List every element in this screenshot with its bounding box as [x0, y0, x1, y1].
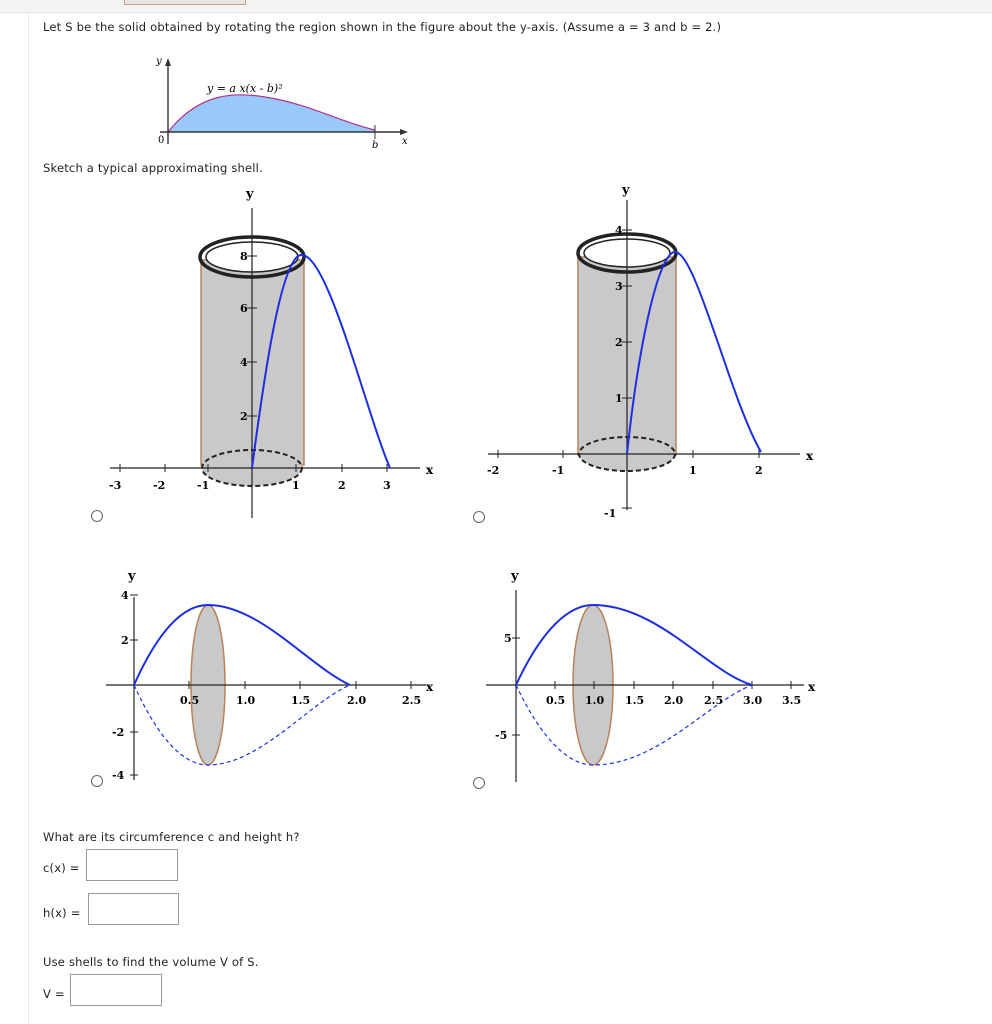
option-b-ytick-3: 2 — [615, 336, 623, 349]
v-answer-input[interactable] — [70, 974, 162, 1006]
option-d-xtick-5: 2.5 — [704, 694, 724, 707]
volume-prompt: Use shells to find the volume V of S. — [43, 955, 259, 969]
option-a-xtick-5: 2 — [338, 479, 346, 492]
option-d-x-label: x — [808, 680, 816, 694]
region-x-label: x — [402, 136, 408, 147]
region-origin-label: 0 — [158, 135, 165, 146]
option-c-ytick-4: -4 — [112, 769, 125, 782]
option-c-ytick-3: -2 — [112, 726, 125, 739]
option-c-xtick-3: 1.5 — [291, 694, 311, 707]
option-c-xtick-2: 1.0 — [236, 694, 256, 707]
option-c-radio[interactable] — [91, 775, 103, 787]
option-a-xtick-2: -2 — [153, 479, 166, 492]
option-c-curve — [134, 605, 350, 685]
option-b-xtick-2: -1 — [552, 464, 565, 477]
region-y-label: y — [156, 56, 162, 67]
option-b-ytick-2: 1 — [615, 392, 623, 405]
circ-height-prompt: What are its circumference c and height h? — [43, 830, 300, 844]
option-d-y-label: y — [511, 569, 519, 584]
option-d-radio[interactable] — [473, 777, 485, 789]
sketch-prompt: Sketch a typical approximating shell. — [43, 161, 263, 175]
option-c-ytick-2: 2 — [121, 634, 129, 647]
y-arrow-icon — [165, 58, 171, 66]
option-c-graph — [100, 562, 450, 792]
intro-text: Let S be the solid obtained by rotating the region shown in the figure about the y-axis. (Assume a = 3 and b = 2.) — [43, 20, 722, 34]
region-figure — [140, 52, 420, 152]
option-a-ytick-1: 2 — [240, 410, 248, 423]
option-d-ytick-1: 5 — [504, 632, 512, 645]
option-d-ytick-2: -5 — [495, 729, 508, 742]
option-d-xtick-4: 2.0 — [664, 694, 684, 707]
option-d-xtick-3: 1.5 — [625, 694, 645, 707]
option-b-xtick-4: 2 — [755, 464, 763, 477]
option-b-y-label: y — [622, 183, 630, 198]
option-a-xtick-6: 3 — [383, 479, 391, 492]
option-c-xtick-1: 0.5 — [180, 694, 200, 707]
option-d-xtick-2: 1.0 — [585, 694, 605, 707]
left-border — [28, 12, 29, 1024]
option-a-xtick-1: -3 — [109, 479, 122, 492]
option-c-y-label: y — [128, 569, 136, 584]
option-d-curve — [516, 605, 752, 685]
option-d-xtick-6: 3.0 — [743, 694, 763, 707]
option-a-radio[interactable] — [91, 510, 103, 522]
option-c-x-label: x — [426, 680, 434, 694]
option-b-xtick-1: -2 — [487, 464, 500, 477]
option-b-x-label: x — [806, 449, 814, 463]
option-a-ytick-2: 4 — [240, 356, 248, 369]
option-c-ytick-1: 4 — [121, 589, 129, 602]
option-a-xtick-4: 1 — [292, 479, 300, 492]
h-answer-input[interactable] — [88, 893, 179, 925]
x-arrow-icon — [400, 129, 408, 135]
top-bar — [0, 0, 992, 13]
region-b-label: b — [372, 140, 379, 151]
v-label: V = — [43, 987, 65, 1001]
c-answer-input[interactable] — [86, 849, 178, 881]
top-tab — [124, 0, 246, 5]
option-b-ytick-4: 3 — [615, 280, 623, 293]
option-a-graph — [100, 180, 450, 520]
option-b-ytick-1: -1 — [604, 507, 617, 520]
option-a-ytick-4: 8 — [240, 250, 248, 263]
option-c-xtick-5: 2.5 — [402, 694, 422, 707]
option-d-xtick-7: 3.5 — [782, 694, 802, 707]
region-curve-label: y = a x(x - b)² — [207, 82, 283, 95]
h-label: h(x) = — [43, 906, 81, 920]
option-a-y-label: y — [246, 187, 254, 202]
region-fill — [168, 95, 375, 132]
option-b-radio[interactable] — [473, 511, 485, 523]
option-c-xtick-4: 2.0 — [347, 694, 367, 707]
c-label: c(x) = — [43, 861, 80, 875]
option-b-graph — [478, 180, 828, 520]
option-d-xtick-1: 0.5 — [546, 694, 566, 707]
option-d-graph — [478, 562, 828, 792]
option-b-xtick-3: 1 — [689, 464, 697, 477]
option-a-x-label: x — [426, 463, 434, 477]
option-b-ytick-5: 4 — [615, 224, 623, 237]
option-a-ytick-3: 6 — [240, 302, 248, 315]
option-a-xtick-3: -1 — [197, 479, 210, 492]
